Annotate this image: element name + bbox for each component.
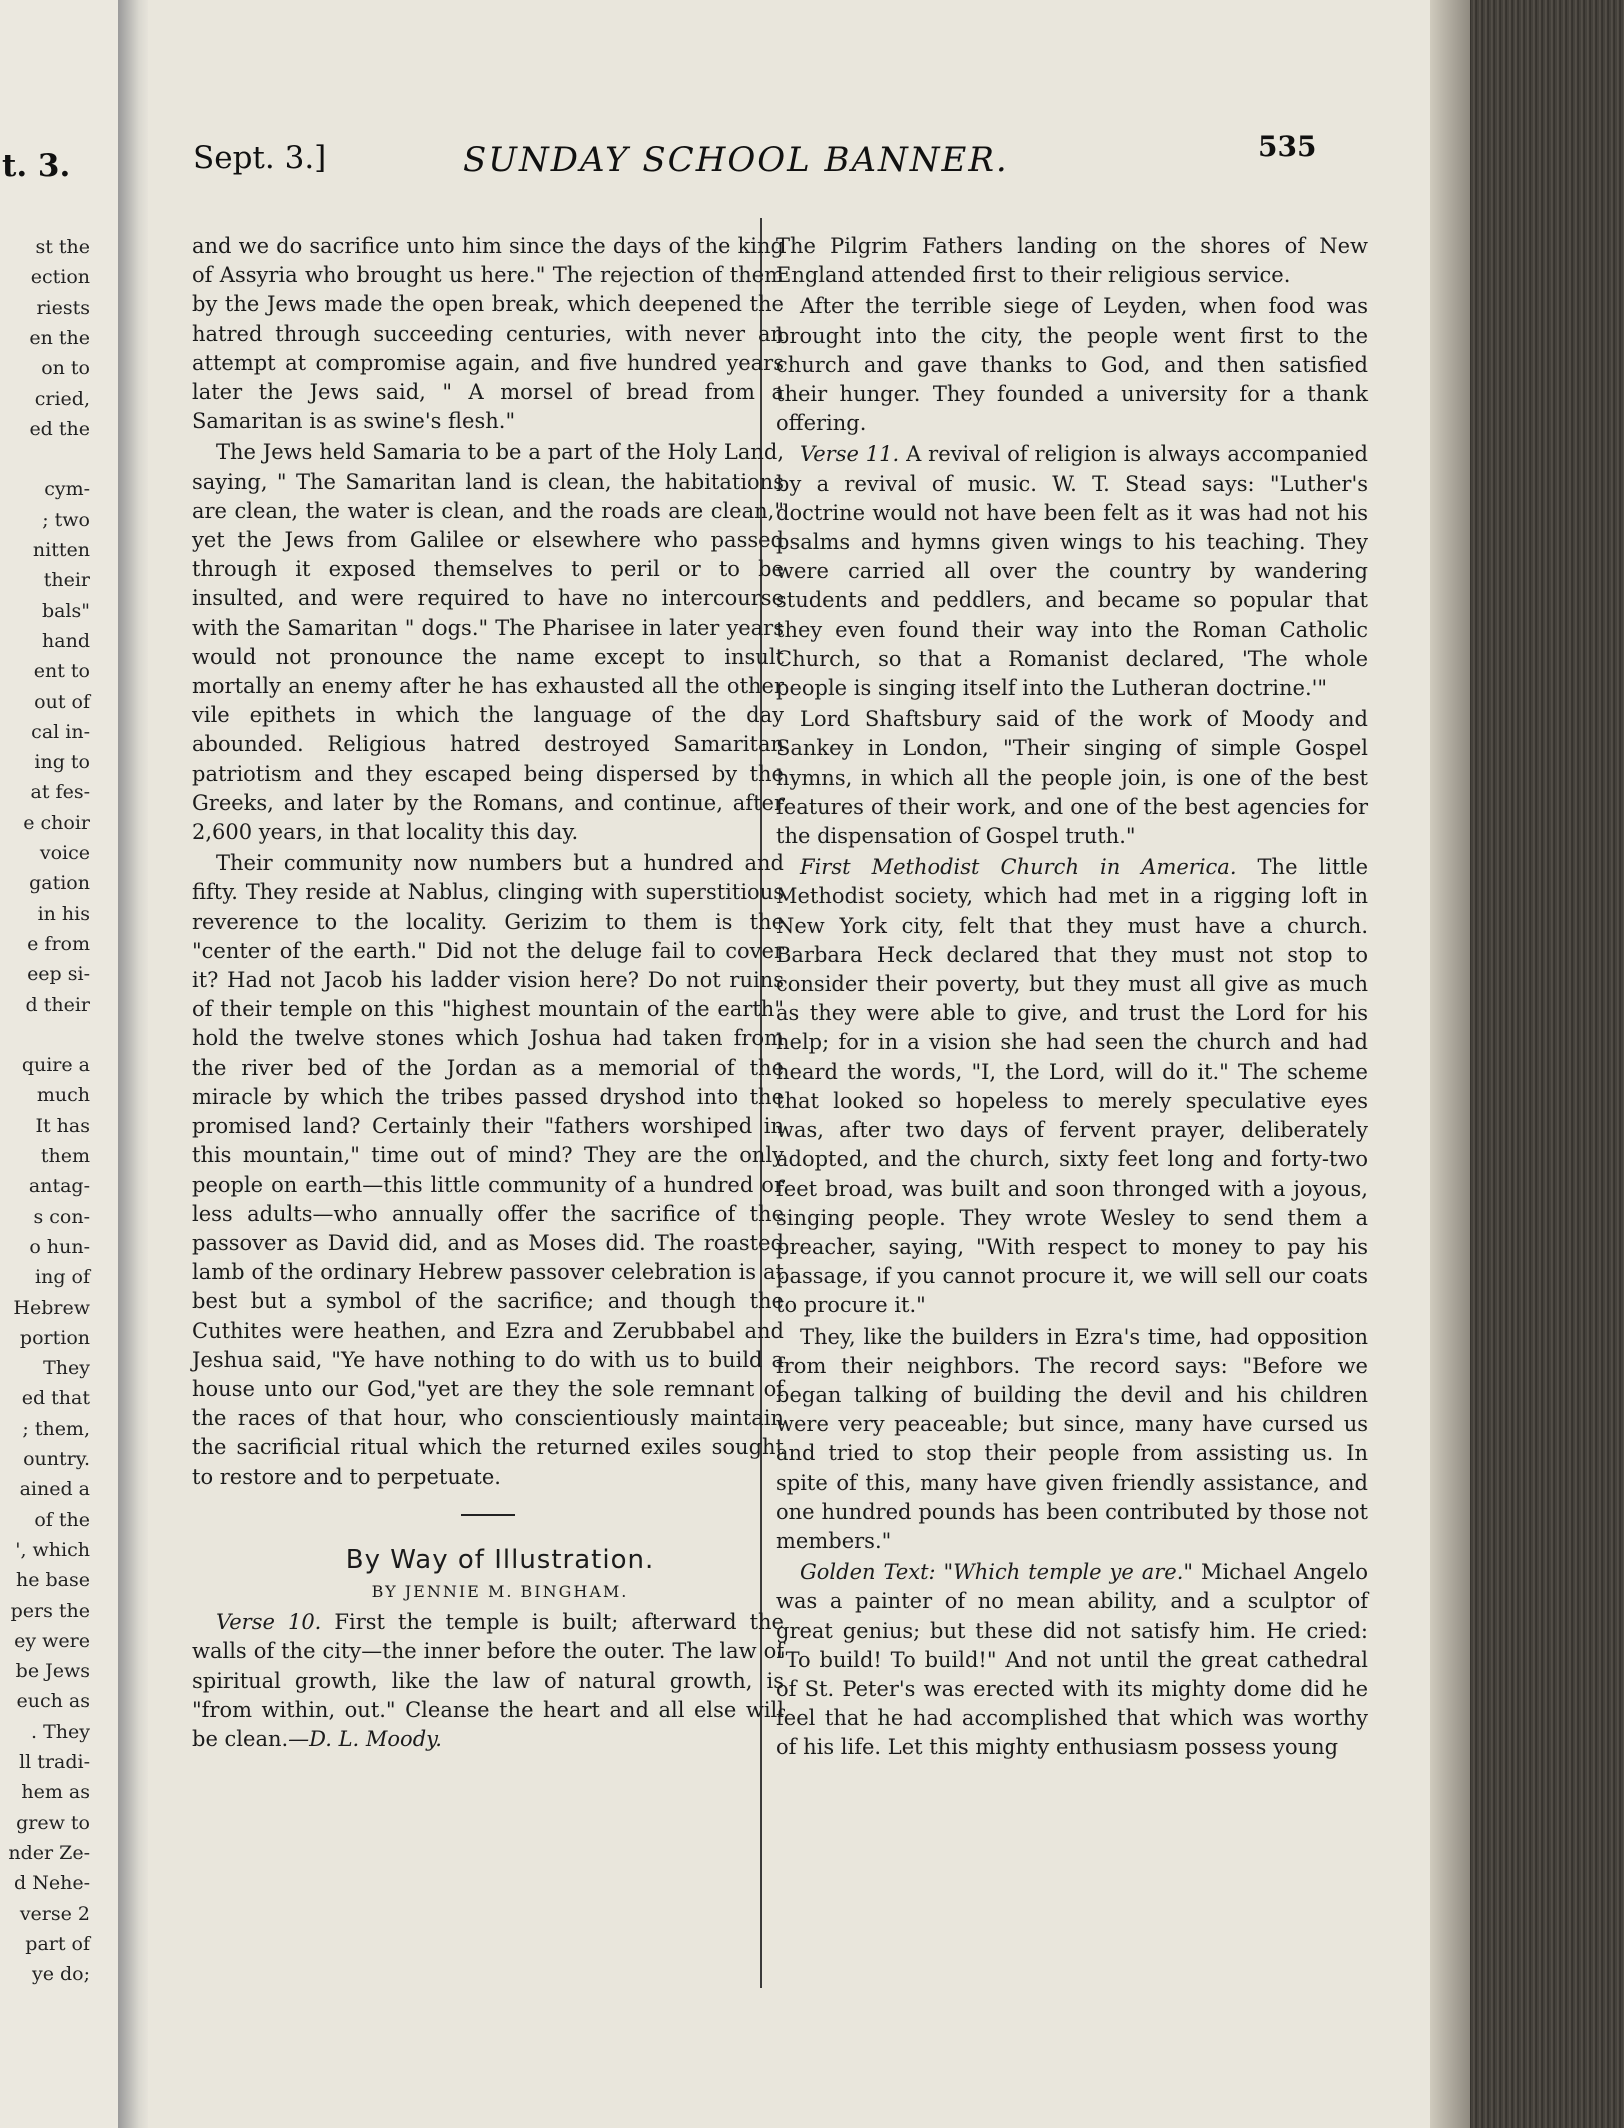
fragment-line: e from: [27, 932, 90, 955]
fragment-line: st the: [35, 236, 90, 258]
fragment-line: ey were: [14, 1629, 90, 1652]
paragraph-text: The little Methodist society, which had met in a rigging loft in New York city, felt that they must have a church. Barbara Heck declared that they must not stop to consider their poverty, but they must all give as much as they were able to give, and trust the Lord for his help; for in a vision she had seen the church and had heard the words, "I, the Lord, will do it." The scheme that looked so hopeless to merely speculative eyes was, after two days of fervent prayer, deliberately adopted, and the church, sixty feet long and forty-two feet broad, was built and soon thronged with a joyous, singing people. They wrote Wesley to send them a preacher, saying, "With respect to money to pay his passage, if you cannot procure it, we will sell our coats to procure it.": [776, 855, 1369, 1318]
verse-lead: Verse 10.: [216, 1610, 322, 1635]
header-title: SUNDAY SCHOOL BANNER.: [463, 140, 1009, 180]
fragment-line: ing to: [34, 751, 90, 774]
main-page: [148, 0, 1430, 2128]
fragment-line: quire a: [21, 1054, 90, 1077]
right-column: [776, 232, 1368, 1763]
attribution: —D. L. Moody.: [288, 1726, 442, 1751]
page-edge-highlight: [1430, 0, 1470, 2128]
fragment-line: d Nehe-: [14, 1872, 90, 1895]
fragment-line: hem as: [21, 1781, 90, 1804]
paragraph: Lord Shaftsbury said of the work of Moody and Sankey in London, "Their singing of simple Gospel hymns, in which all the people join, is one of the best features of their work, and one of the best agencies for the dispensation of Gospel truth.": [776, 707, 1368, 849]
paragraph: They, like the builders in Ezra's time, had opposition from their neighbors. The record says: "Before we began talking of building the devil and his children were very peaceable; but since, many have cursed us and tried to stop their people from assisting us. In spite of this, many have given friendly assistance, and one hundred pounds has been contributed by those not members.": [776, 1324, 1368, 1553]
fragment-line: he base: [15, 1569, 90, 1592]
paragraph: [776, 853, 1368, 1320]
fragment-line: ing of: [35, 1266, 90, 1289]
paragraph: The Pilgrim Fathers landing on the shores of New England attended first to their religious service.: [776, 234, 1368, 288]
paragraph: and we do sacrifice unto him since the days of the king of Assyria who brought us here." The rejection of them by the Jews made the open break, which deepened the hatred through succeeding centuries, with never an attempt at compromise again, and five hundred years later the Jews said, " A morsel of bread from a Samaritan is as swine's flesh.": [192, 234, 784, 434]
section-rule: [461, 1514, 515, 1516]
left-column: [192, 232, 784, 1754]
fragment-line: ained a: [19, 1478, 90, 1501]
fragment-line: ; two: [42, 508, 90, 531]
fragment-line: antag-: [28, 1175, 90, 1198]
fragment-line: at fes-: [30, 781, 90, 804]
fragment-line: of the: [34, 1508, 90, 1531]
fragment-line: nitten: [32, 539, 90, 561]
section-title: By Way of Illustration.: [345, 1544, 655, 1575]
fragment-line: nder Ze-: [8, 1841, 90, 1864]
header-date: Sept. 3.]: [193, 140, 327, 176]
fragment-line: part of: [25, 1932, 90, 1955]
paragraph-text: A revival of religion is always accompanied by a revival of music. W. T. Stead says: "Luther's doctrine would not have been felt as it was had not his psalms and hymns given wings to his teaching. They were carried all over the country by wandering students and peddlers, and became so popular that they even found their way into the Roman Catholic Church, so that a Romanist declared, 'The whole people is singing itself into the Lutheran doctrine.'": [776, 442, 1368, 701]
paragraph-text: First the temple is built; afterward the walls of the city—the inner before the outer. The law of spiritual growth, like the law of natural growth, is "from within, out." Cleanse the heart and all else will be clean.: [192, 1610, 784, 1751]
facing-page-fragment: [0, 0, 121, 2128]
paragraph: [776, 1558, 1368, 1762]
fragment-line: Hebrew: [13, 1296, 90, 1319]
fragment-line: ; them,: [22, 1417, 90, 1440]
fragment-line: ed the: [29, 417, 90, 440]
fragment-line: cym-: [44, 478, 90, 501]
fragment-line: ', which: [15, 1538, 90, 1561]
fragment-line: on to: [41, 357, 90, 380]
fragment-line: out of: [34, 690, 90, 713]
fragment-line: pers the: [10, 1599, 90, 1622]
fragment-line: much: [36, 1084, 90, 1107]
fragment-line: eep si-: [27, 963, 90, 986]
fragment-line: o hun-: [29, 1235, 90, 1258]
fragment-line: verse 2: [19, 1902, 90, 1925]
golden-text-lead: Golden Text: "Which temple ye are.": [800, 1560, 1194, 1585]
book-page-edges: [1430, 0, 1624, 2128]
fragment-line: cried,: [34, 387, 90, 410]
byline: BY JENNIE M. BINGHAM.: [371, 1581, 629, 1601]
paragraph: The Jews held Samaria to be a part of the Holy Land, saying, " The Samaritan land is clean, the habitations are clean, the water is clean, and the roads are clean," yet the Jews from Galilee or elsewhere who passed through it exposed themselves to peril or to be insulted, and were required to have no intercourse with the Samaritan " dogs." The Pharisee in later years would not pronounce the name except to insult mortally an enemy after he has exhausted all the other vile epithets in which the language of the day abounded. Religious hatred destroyed Samaritan patriotism and they escaped being dispersed by the Greeks, and later by the Romans, and continue, after 2,600 years, in that locality this day.: [192, 440, 784, 845]
fragment-line: cal in-: [31, 720, 90, 743]
fragment-line: be Jews: [15, 1660, 90, 1683]
fragment-line: ection: [30, 266, 90, 289]
fragment-line: hand: [42, 629, 90, 652]
paragraph: [776, 440, 1368, 703]
page-gutter: [118, 0, 148, 2128]
fragment-line: ent to: [33, 660, 90, 683]
fragment-line: ed that: [21, 1387, 90, 1410]
fragment-line: gation: [29, 872, 90, 895]
facing-page-header: t. 3.: [2, 148, 71, 184]
page-number: 535: [1258, 130, 1317, 163]
fragment-line: en the: [29, 326, 90, 349]
fragment-line: bals": [41, 599, 90, 622]
fragment-line: grew to: [16, 1811, 90, 1834]
fragment-line: e choir: [23, 811, 90, 834]
fragment-line: them: [40, 1145, 90, 1167]
fragment-line: s con-: [33, 1205, 90, 1228]
fragment-line: their: [43, 569, 90, 592]
paragraph: [192, 1608, 784, 1754]
fragment-line: ye do;: [31, 1963, 90, 1986]
fragment-line: ountry.: [23, 1448, 90, 1470]
fragment-line: ll tradi-: [19, 1751, 90, 1773]
paragraph-text: Michael Angelo was a painter of no mean ability, and a sculptor of great genius; but these did not satisfy him. He cried: "To build! To build!" And not until the great cathedral of St. Peter's was erected with its mighty dome did he feel that he had accomplished that which was worthy of his life. Let this mighty enthusiasm possess young: [776, 1560, 1368, 1760]
fragment-line: voice: [39, 842, 90, 864]
fragment-line: euch as: [16, 1690, 90, 1713]
subhead-lead: First Methodist Church in America.: [800, 855, 1237, 880]
fragment-line: portion: [19, 1326, 90, 1349]
fragment-line: It has: [35, 1114, 90, 1137]
fragment-line: d their: [25, 993, 90, 1016]
verse-lead: Verse 11.: [800, 442, 900, 467]
fragment-line: . They: [31, 1720, 90, 1743]
fragment-line: riests: [36, 296, 90, 319]
fragment-line: They: [43, 1357, 90, 1380]
paragraph: After the terrible siege of Leyden, when food was brought into the city, the people went first to the church and gave thanks to God, and then satisfied their hunger. They founded a university for a thank offering.: [776, 294, 1368, 436]
fragment-line: in his: [37, 902, 90, 925]
paragraph: Their community now numbers but a hundred and fifty. They reside at Nablus, clinging with superstitious reverence to the locality. Gerizim to them is the "center of the earth." Did not the deluge fail to cover it? Had not Jacob his ladder vision here? Do not ruins of their temple on this "highest mountain of the earth" hold the twelve stones which Joshua had taken from the river bed of the Jordan as a memorial of the miracle by which the tribes passed dryshod into the promised land? Certainly their "fathers worshiped in this mountain," time out of mind? They are the only people on earth—this little community of a hundred or less adults—who annually offer the sacrifice of the passover as David did, and as Moses did. The roasted lamb of the ordinary Hebrew passover celebration is at best but a symbol of the sacrifice; and though the Cuthites were heathen, and Ezra and Zerubbabel and Jeshua said, "Ye have nothing to do with us to build a house unto our God,"yet are they the sole remnant of the races of that hour, who conscientiously maintain the sacrificial ritual which the returned exiles sought to restore and to perpetuate.: [192, 851, 784, 1489]
